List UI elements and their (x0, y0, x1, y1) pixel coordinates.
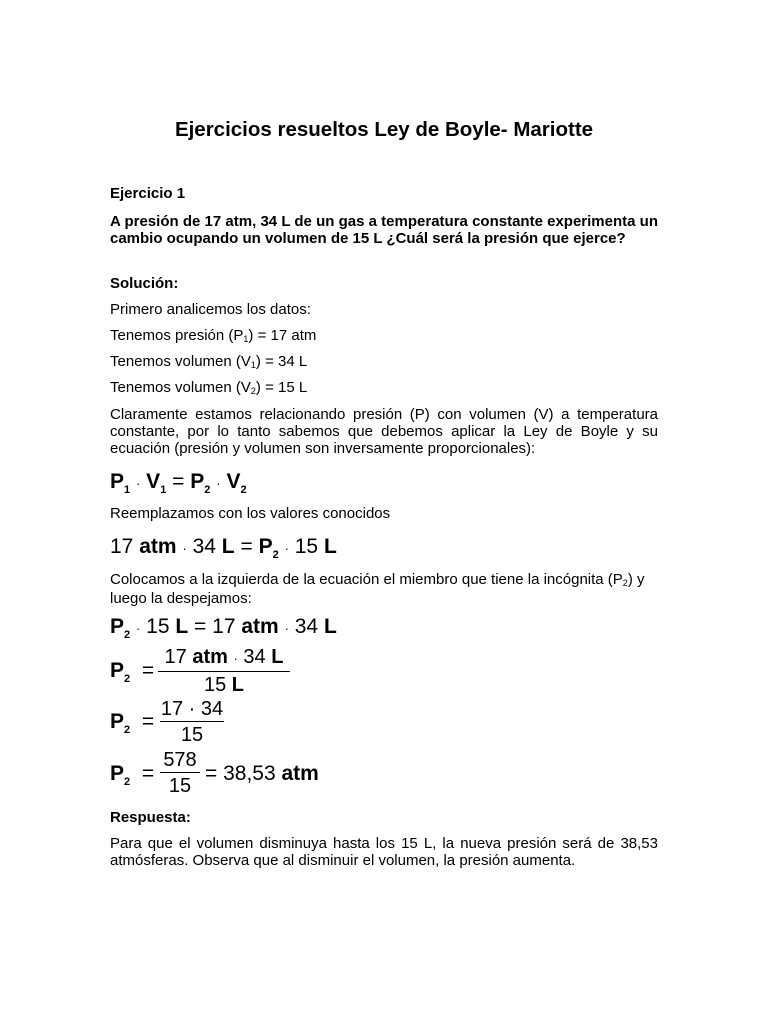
page-title: Ejercicios resueltos Ley de Boyle- Mariotte (174, 118, 594, 141)
fraction-1-numerator: 17 atm · 34 L (164, 646, 284, 668)
fraction-3-numerator: 578 (163, 749, 197, 771)
moved-equation: $P_2 \cdot 15$ L = 17 atm · 34 L (110, 615, 337, 641)
fraction-equation-1 (158, 646, 290, 696)
exercise-heading: Ejercicio 1 (110, 185, 186, 202)
boyle-equation: $P_1 \cdot V_1 = P_2 \cdot V_2$ (110, 470, 247, 496)
isolate-text: Colocamos a la izquierda de la ecuación el miembro que tiene la incógnita (P2) y luego la despejamos: (110, 571, 645, 607)
fraction-equation-2-lhs: $P_2$ = (110, 710, 155, 736)
answer-paragraph: Para que el volumen disminuya hasta los 15 L, la nueva presión será de 38,53 atmósferas. Observa que al disminuir el volumen, la presión aumenta. (110, 835, 658, 869)
substituted-equation: 17 atm · 34 $L = P_2 \cdot 15$ L (110, 535, 337, 561)
explanation-paragraph: Claramente estamos relacionando presión (P) con volumen (V) a temperatura constante, por lo tanto sabemos que debemos aplicar la Ley de Boyle y su ecuación (presión y volumen son inversamente proporcionales): (110, 406, 658, 457)
replace-text: Reemplazamos con los valores conocidos (110, 505, 391, 522)
fraction-equation-2 (160, 698, 224, 746)
solution-heading: Solución: (110, 275, 179, 292)
analysis-intro: Primero analicemos los datos: (110, 301, 311, 318)
fraction-equation-3-result: = 38,53 atm (205, 762, 319, 785)
fraction-2-bar (160, 721, 224, 722)
data-line-volume-2: Tenemos volumen (V2) = 15 L (110, 379, 308, 396)
fraction-equation-3 (160, 749, 200, 797)
data-line-volume-1: Tenemos volumen (V1) = 34 L (110, 353, 308, 370)
fraction-3-denominator: 15 (168, 775, 192, 797)
fraction-equation-3-lhs: $P_2$ = (110, 762, 155, 788)
fraction-2-denominator: 15 (180, 724, 204, 746)
fraction-2-numerator: 17 · 34 (160, 698, 224, 720)
problem-statement: A presión de 17 atm, 34 L de un gas a temperatura constante experimenta un cambio ocupando un volumen de 15 L ¿Cuál será la presión que ejerce? (110, 213, 658, 247)
data-line-pressure-1: Tenemos presión (P1) = 17 atm (110, 327, 317, 344)
answer-heading: Respuesta: (110, 809, 191, 826)
fraction-3-bar (160, 772, 200, 773)
fraction-equation-1-lhs: $P_2$ = (110, 659, 155, 685)
fraction-1-denominator: 15 L (203, 674, 245, 696)
fraction-1-bar (158, 671, 290, 672)
